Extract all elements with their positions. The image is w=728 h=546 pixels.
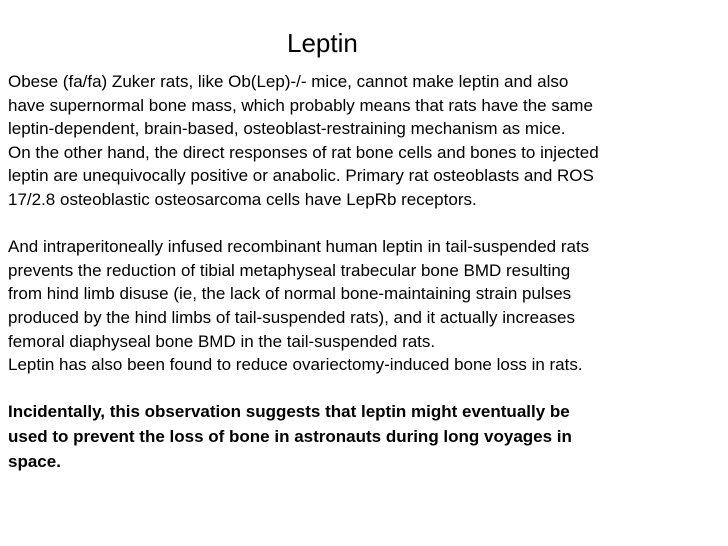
text-line: Incidentally, this observation suggests that leptin might eventually be: [8, 402, 570, 422]
slide-body: [8, 70, 724, 474]
text-line: femoral diaphyseal bone BMD in the tail-suspended rats.: [8, 331, 436, 351]
paragraph-spacer: [8, 377, 724, 401]
text-line: 17/2.8 osteoblastic osteosarcoma cells have LepRb receptors.: [8, 189, 477, 209]
paragraph-tail-suspended-rats: [8, 235, 724, 377]
text-line: And intraperitoneally infused recombinant human leptin in tail-suspended rats: [8, 237, 590, 257]
text-line: prevents the reduction of tibial metaphyseal trabecular bone BMD resulting: [8, 260, 571, 280]
text-line: produced by the hind limbs of tail-suspended rats), and it actually increases: [8, 307, 575, 327]
text-line: used to prevent the loss of bone in astronauts during long voyages in: [8, 426, 572, 446]
paragraph-zucker-rats: [8, 70, 724, 212]
paragraph-conclusion: [8, 400, 724, 474]
text-line: On the other hand, the direct responses of rat bone cells and bones to injected: [8, 142, 599, 162]
text-line: space.: [8, 451, 61, 471]
text-line: from hind limb disuse (ie, the lack of normal bone-maintaining strain pulses: [8, 284, 572, 304]
text-line: Leptin has also been found to reduce ovariectomy-induced bone loss in rats.: [8, 355, 583, 375]
text-line: Obese (fa/fa) Zuker rats, like Ob(Lep)-/- mice, cannot make leptin and also: [8, 72, 569, 91]
text-line: leptin are unequivocally positive or anabolic. Primary rat osteoblasts and ROS: [8, 166, 594, 186]
text-line: leptin-dependent, brain-based, osteoblast-restraining mechanism as mice.: [8, 119, 566, 139]
paragraph-spacer: [8, 212, 724, 236]
text-line: have supernormal bone mass, which probably means that rats have the same: [8, 95, 593, 115]
slide-title: Leptin: [287, 28, 358, 58]
